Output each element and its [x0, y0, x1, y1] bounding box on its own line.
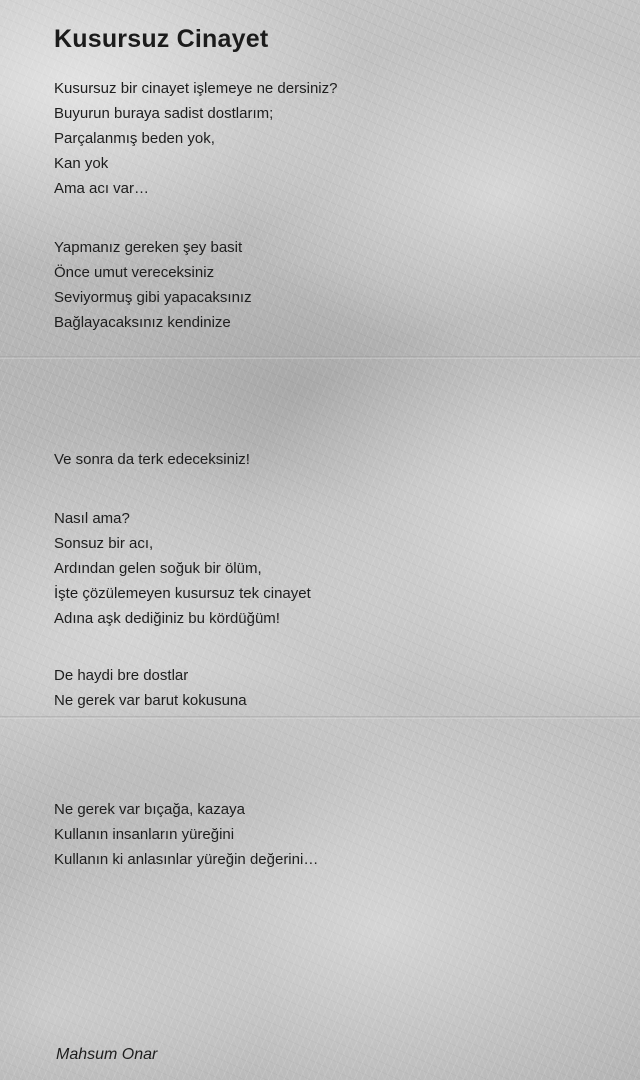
poem-line: Ardından gelen soğuk bir ölüm,: [54, 560, 262, 577]
poem-line: Bağlayacaksınız kendinize: [54, 314, 231, 331]
poem-line: Kan yok: [54, 155, 109, 172]
poem-stanza: [54, 506, 600, 631]
poem-line: Sonsuz bir acı,: [54, 535, 154, 552]
poem-line: Buyurun buraya sadist dostlarım;: [54, 105, 274, 122]
page-title: Kusursuz Cinayet: [54, 25, 269, 53]
poem-line: Ama acı var…: [54, 180, 150, 197]
poem-line: İşte çözülemeyen kusursuz tek cinayet: [54, 585, 311, 602]
poem-line: Seviyormuş gibi yapacaksınız: [54, 289, 252, 306]
poem-author: Mahsum Onar: [56, 1046, 158, 1063]
poem-stanza: [54, 235, 600, 335]
poem-line: Ve sonra da terk edeceksiniz!: [54, 451, 250, 468]
poem-line: Ne gerek var bıçağa, kazaya: [54, 801, 245, 818]
poem-line: Kullanın ki anlasınlar yüreğin değerini…: [54, 851, 319, 868]
poem-line: Yapmanız gereken şey basit: [54, 239, 243, 256]
poem-line: De haydi bre dostlar: [54, 667, 189, 684]
poem-line: Parçalanmış beden yok,: [54, 130, 215, 147]
poem-stanza: [54, 447, 600, 472]
poem-line: Nasıl ama?: [54, 510, 130, 527]
poem-stanza: [54, 76, 600, 201]
poem-line: Ne gerek var barut kokusuna: [54, 692, 247, 709]
poem-line: Önce umut vereceksiniz: [54, 264, 215, 281]
poem-line: Kusursuz bir cinayet işlemeye ne dersiniz?: [54, 80, 338, 97]
poem-line: Adına aşk dediğiniz bu kördüğüm!: [54, 610, 280, 627]
poem-stanza: [54, 797, 600, 872]
poem-stanza: [54, 663, 600, 713]
poem-line: Kullanın insanların yüreğini: [54, 826, 235, 843]
